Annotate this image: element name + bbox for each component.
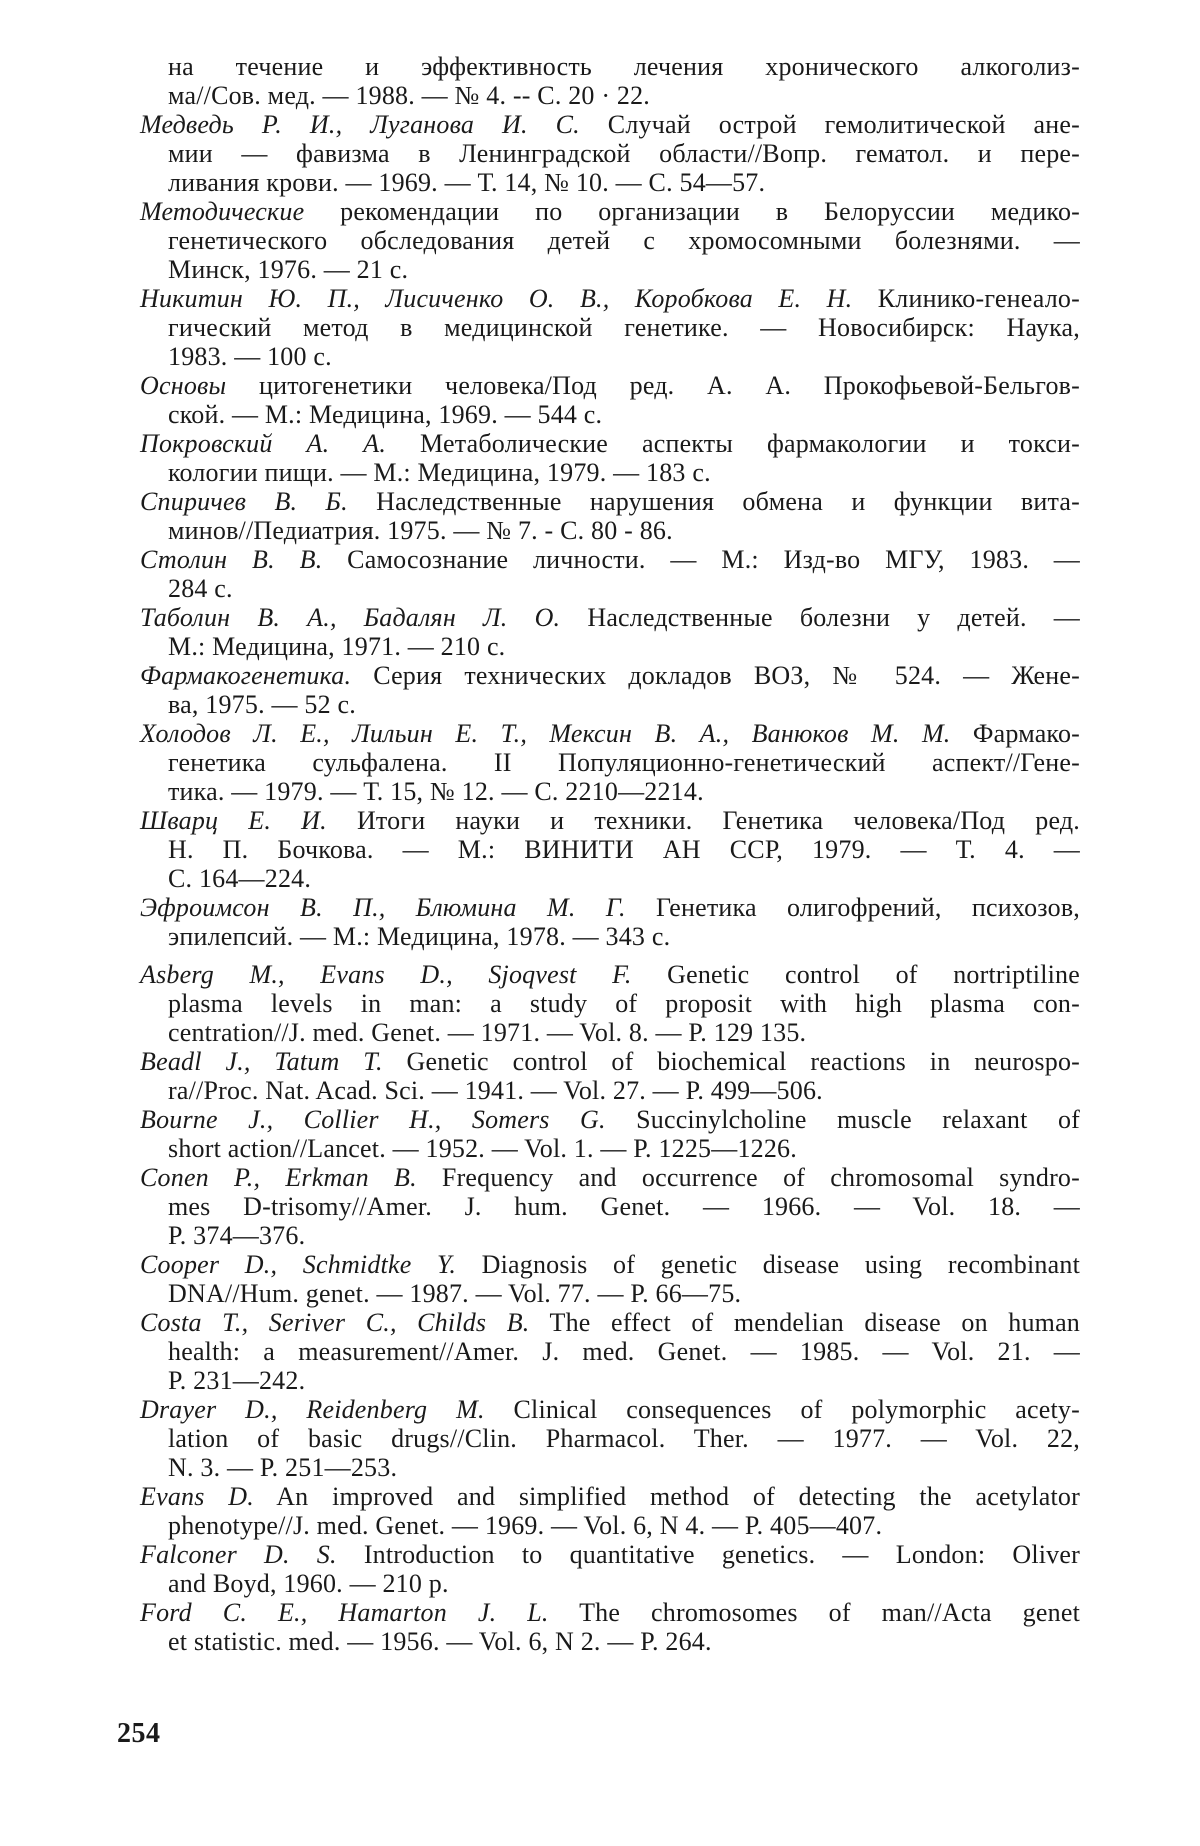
reference-line [168, 1076, 1080, 1105]
reference-entry [140, 52, 1080, 110]
reference-text: Genetic control of biochemical reactions in neurospo- [382, 1047, 1081, 1076]
reference-line [168, 400, 1080, 429]
reference-text: Случай острой гемолитической ане- [579, 110, 1080, 139]
reference-authors: Beadl J., Tatum T. [140, 1047, 383, 1076]
reference-text: P. 231—242. [168, 1366, 306, 1395]
reference-text: ва, 1975. — 52 с. [168, 690, 356, 719]
reference-text: 284 с. [168, 574, 233, 603]
reference-authors: Ford C. E., Hamarton J. L. [140, 1598, 549, 1627]
reference-line [140, 960, 1080, 989]
reference-text: Клинико-генеало- [852, 284, 1080, 313]
reference-line [140, 1395, 1080, 1424]
reference-text: DNA//Hum. genet. — 1987. — Vol. 77. — P. 66—75. [168, 1279, 742, 1308]
reference-text: plasma levels in man: a study of proposit with high plasma con- [168, 989, 1080, 1018]
reference-entry [140, 893, 1080, 951]
reference-line [168, 139, 1080, 168]
reference-text: тика. — 1979. — Т. 15, № 12. — С. 2210—2214. [168, 777, 704, 806]
reference-entry [140, 284, 1080, 371]
reference-line [168, 1018, 1080, 1047]
reference-entry [140, 1482, 1080, 1540]
reference-line [168, 690, 1080, 719]
reference-entry [140, 1250, 1080, 1308]
references-russian [140, 52, 1080, 951]
reference-text: минов//Педиатрия. 1975. — № 7. - С. 80 - 86. [168, 516, 673, 545]
reference-authors: Bourne J., Collier H., Somers G. [140, 1105, 606, 1134]
reference-text: et statistic. med. — 1956. — Vol. 6, N 2. — P. 264. [168, 1627, 712, 1656]
reference-text: Clinical consequences of polymorphic acety- [484, 1395, 1080, 1424]
reference-entry [140, 545, 1080, 603]
reference-text: М.: Медицина, 1971. — 210 с. [168, 632, 506, 661]
reference-line [140, 1047, 1080, 1076]
reference-text: 1983. — 100 с. [168, 342, 332, 371]
reference-line [168, 458, 1080, 487]
reference-line [168, 1279, 1080, 1308]
reference-text: Минск, 1976. — 21 с. [168, 255, 409, 284]
reference-authors: Evans D. [140, 1482, 254, 1511]
reference-line [168, 1366, 1080, 1395]
reference-text: lation of basic drugs//Clin. Pharmacol. Ther. — 1977. — Vol. 22, [168, 1424, 1080, 1453]
reference-text: Метаболические аспекты фармакологии и токси- [386, 429, 1080, 458]
reference-text: рекомендации по организации в Белоруссии медико- [304, 197, 1080, 226]
reference-authors: Холодов Л. Е., Лильин Е. Т., Мексин В. А., Ванюков М. М. [140, 719, 951, 748]
reference-line [140, 1250, 1080, 1279]
reference-text: Наследственные болезни у детей. — [560, 603, 1080, 632]
reference-text: ской. — М.: Медицина, 1969. — 544 с. [168, 400, 603, 429]
reference-authors: Покровский А. А. [140, 429, 387, 458]
reference-authors: Costa T., Seriver C., Childs B. [140, 1308, 530, 1337]
reference-line [168, 1511, 1080, 1540]
reference-authors: Asberg M., Evans D., Sjoqvest F. [140, 960, 632, 989]
reference-authors: Основы [140, 371, 227, 400]
reference-line [168, 1424, 1080, 1453]
reference-text: эпилепсий. — М.: Медицина, 1978. — 343 с. [168, 922, 671, 951]
reference-entry [140, 371, 1080, 429]
reference-line [140, 197, 1080, 226]
reference-authors: Шварц Е. И. [140, 806, 327, 835]
reference-line [168, 1221, 1080, 1250]
reference-text: Наследственные нарушения обмена и функции вита- [347, 487, 1080, 516]
reference-text: The chromosomes of man//Acta genet [548, 1598, 1080, 1627]
reference-line [140, 110, 1080, 139]
reference-text: Итоги науки и техники. Генетика человека/Под ред. [326, 806, 1080, 835]
reference-line [140, 429, 1080, 458]
reference-text: генетика сульфалена. II Популяционно-генетический аспект//Гене- [168, 748, 1080, 777]
reference-text: мии — фавизма в Ленинградской области//Вопр. гематол. и пере- [168, 139, 1080, 168]
reference-entry [140, 429, 1080, 487]
reference-line [168, 748, 1080, 777]
reference-authors: Conen P., Erkman B. [140, 1163, 417, 1192]
reference-text: гический метод в медицинской генетике. — Новосибирск: Наука, [168, 313, 1080, 342]
reference-authors: Никитин Ю. П., Лисиченко О. В., Коробкова Е. Н. [140, 284, 853, 313]
reference-entry [140, 1105, 1080, 1163]
reference-entry [140, 110, 1080, 197]
reference-line [140, 603, 1080, 632]
reference-text: цитогенетики человека/Под ред. А. А. Прокофьевой-Бельгов- [226, 371, 1080, 400]
reference-line [140, 284, 1080, 313]
reference-text: phenotype//J. med. Genet. — 1969. — Vol. 6, N 4. — P. 405—407. [168, 1511, 883, 1540]
reference-text: centration//J. med. Genet. — 1971. — Vol. 8. — P. 129 135. [168, 1018, 807, 1047]
reference-line [168, 989, 1080, 1018]
reference-line [140, 371, 1080, 400]
reference-authors: Методические [140, 197, 305, 226]
reference-line [168, 922, 1080, 951]
reference-authors: Falconer D. S. [140, 1540, 337, 1569]
reference-entry [140, 1163, 1080, 1250]
reference-text: Introduction to quantitative genetics. — London: Oliver [336, 1540, 1080, 1569]
reference-line [168, 574, 1080, 603]
reference-line [168, 1569, 1080, 1598]
reference-entry [140, 960, 1080, 1047]
reference-entry [140, 197, 1080, 284]
reference-entry [140, 1308, 1080, 1395]
reference-line [140, 893, 1080, 922]
reference-text: Генетика олигофрений, психозов, [625, 893, 1080, 922]
reference-text: health: a measurement//Amer. J. med. Genet. — 1985. — Vol. 21. — [168, 1337, 1080, 1366]
reference-text: Серия технических докладов ВОЗ, № 524. — Жене- [351, 661, 1080, 690]
reference-authors: Cooper D., Schmidtke Y. [140, 1250, 457, 1279]
reference-line [168, 1192, 1080, 1221]
reference-text: генетического обследования детей с хромосомными болезнями. — [168, 226, 1080, 255]
reference-text: P. 374—376. [168, 1221, 306, 1250]
reference-line [140, 1163, 1080, 1192]
reference-text: Frequency and occurrence of chromosomal syndro- [416, 1163, 1080, 1192]
reference-entry [140, 1598, 1080, 1656]
reference-authors: Фармакогенетика. [140, 661, 352, 690]
reference-entry [140, 1540, 1080, 1598]
reference-line [140, 1482, 1080, 1511]
reference-line [168, 1337, 1080, 1366]
reference-authors: Эфроимсон В. П., Блюмина М. Г. [140, 893, 626, 922]
reference-text: Самосознание личности. — М.: Изд-во МГУ, 1983. — [322, 545, 1080, 574]
reference-line [168, 342, 1080, 371]
reference-text: Diagnosis of genetic disease using recombinant [456, 1250, 1080, 1279]
reference-line [168, 516, 1080, 545]
reference-line [140, 1540, 1080, 1569]
reference-text: Н. П. Бочкова. — М.: ВИНИТИ АН ССР, 1979. — Т. 4. — [168, 835, 1080, 864]
reference-line [140, 661, 1080, 690]
reference-text: and Boyd, 1960. — 210 p. [168, 1569, 449, 1598]
reference-text: ма//Сов. мед. — 1988. — № 4. -- С. 20 · 22. [168, 81, 650, 110]
reference-line [168, 313, 1080, 342]
reference-text: кологии пищи. — М.: Медицина, 1979. — 183 с. [168, 458, 711, 487]
reference-entry [140, 1395, 1080, 1482]
reference-authors: Столин В. В. [140, 545, 323, 574]
reference-text: ливания крови. — 1969. — Т. 14, № 10. — С. 54—57. [168, 168, 766, 197]
reference-entry [140, 603, 1080, 661]
reference-entry [140, 806, 1080, 893]
reference-text: The effect of mendelian disease on human [529, 1308, 1081, 1337]
reference-line [168, 1627, 1080, 1656]
reference-line [168, 864, 1080, 893]
reference-authors: Drayer D., Reidenberg M. [140, 1395, 485, 1424]
reference-line [168, 255, 1080, 284]
reference-line [168, 632, 1080, 661]
reference-entry [140, 719, 1080, 806]
reference-text: Фармако- [950, 719, 1081, 748]
reference-text: short action//Lancet. — 1952. — Vol. 1. — P. 1225—1226. [168, 1134, 797, 1163]
reference-text: mes D-trisomy//Amer. J. hum. Genet. — 1966. — Vol. 18. — [168, 1192, 1080, 1221]
reference-text: An improved and simplified method of detecting the acetylator [253, 1482, 1080, 1511]
reference-text: Succinylcholine muscle relaxant of [605, 1105, 1080, 1134]
reference-line [140, 806, 1080, 835]
reference-line [140, 487, 1080, 516]
reference-line [140, 1308, 1080, 1337]
reference-line [168, 777, 1080, 806]
reference-authors: Спиричев В. Б. [140, 487, 348, 516]
reference-entry [140, 1047, 1080, 1105]
reference-line [140, 1598, 1080, 1627]
reference-line [168, 226, 1080, 255]
reference-authors: Таболин В. А., Бадалян Л. О. [140, 603, 561, 632]
reference-line [140, 719, 1080, 748]
reference-text: С. 164—224. [168, 864, 312, 893]
reference-line [168, 1134, 1080, 1163]
reference-text: ra//Proc. Nat. Acad. Sci. — 1941. — Vol. 27. — P. 499—506. [168, 1076, 823, 1105]
reference-entry [140, 487, 1080, 545]
reference-line [168, 52, 1080, 81]
page-number: 254 [117, 1718, 161, 1749]
references-english [140, 960, 1080, 1656]
reference-line [140, 1105, 1080, 1134]
reference-line [168, 1453, 1080, 1482]
reference-authors: Медведь Р. И., Луганова И. С. [140, 110, 580, 139]
reference-line [168, 168, 1080, 197]
reference-line [140, 545, 1080, 574]
reference-line [168, 835, 1080, 864]
reference-text: N. 3. — P. 251—253. [168, 1453, 398, 1482]
reference-entry [140, 661, 1080, 719]
reference-line [168, 81, 1080, 110]
reference-text: Genetic control of nortriptiline [631, 960, 1080, 989]
reference-text: на течение и эффективность лечения хронического алкоголиз- [168, 52, 1080, 81]
